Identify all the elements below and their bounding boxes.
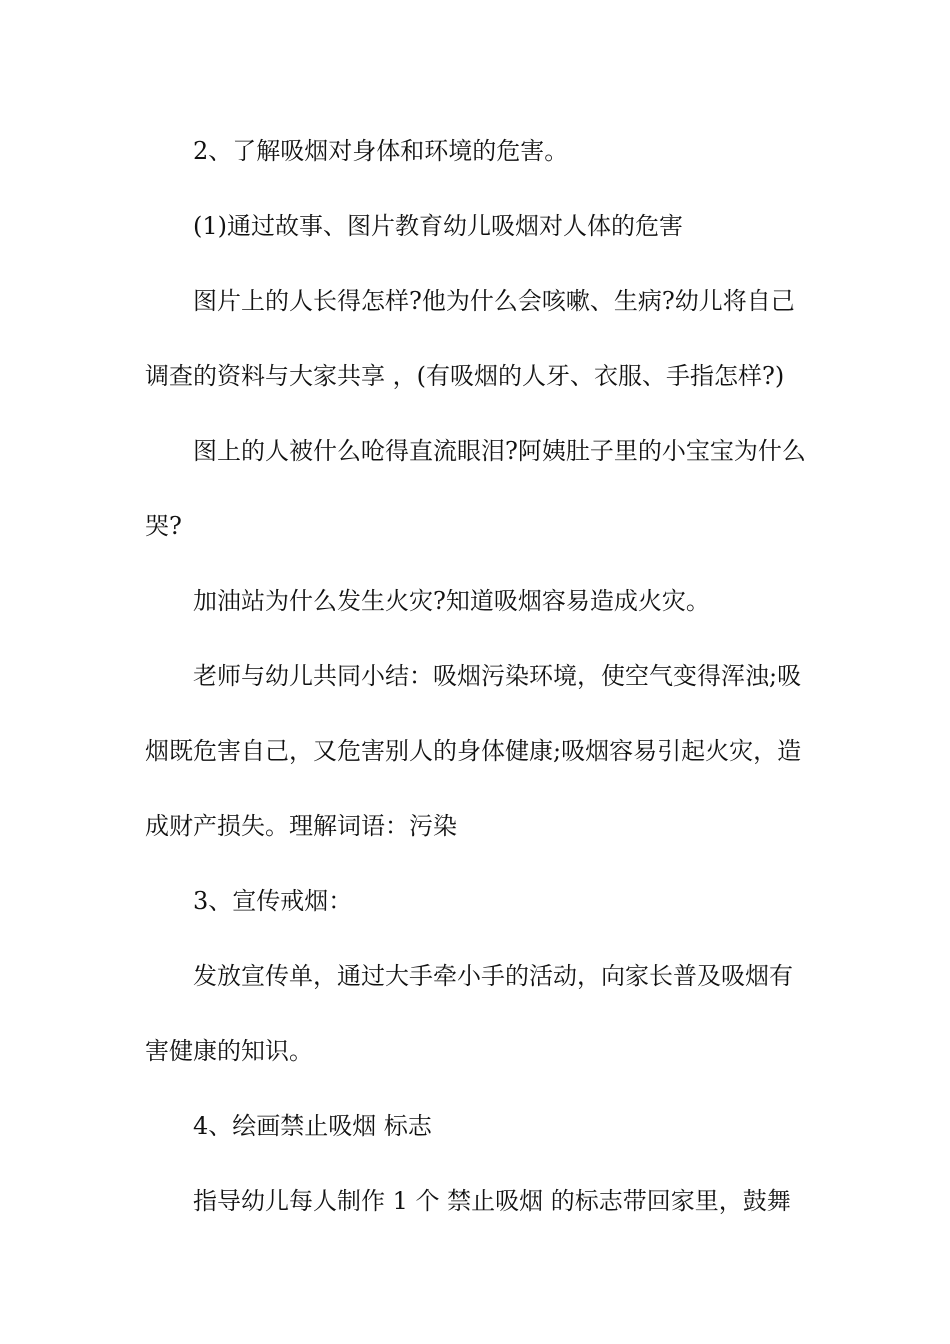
paragraph-line: 加油站为什么发生火灾?知道吸烟容易造成火灾。 (193, 587, 710, 615)
section-heading-4: 4、绘画禁止吸烟 标志 (193, 1112, 432, 1140)
paragraph-line: 烟既危害自己，又危害别人的身体健康;吸烟容易引起火灾，造 (145, 737, 802, 765)
paragraph-line: 哭? (145, 512, 182, 540)
paragraph-line: 图上的人被什么呛得直流眼泪?阿姨肚子里的小宝宝为什么 (193, 437, 806, 465)
paragraph-line: 成财产损失。理解词语：污染 (145, 812, 457, 840)
section-heading-3: 3、宣传戒烟： (193, 887, 353, 915)
paragraph-line: 指导幼儿每人制作 1 个 禁止吸烟 的标志带回家里，鼓舞 (193, 1187, 791, 1215)
paragraph-line: 调查的资料与大家共享 ，(有吸烟的人牙、衣服、手指怎样?) (145, 362, 785, 390)
paragraph-line: 图片上的人长得怎样?他为什么会咳嗽、生病?幼儿将自己 (193, 287, 795, 315)
paragraph-line: 发放宣传单，通过大手牵小手的活动，向家长普及吸烟有 (193, 962, 793, 990)
paragraph-line: 老师与幼儿共同小结：吸烟污染环境，使空气变得浑浊;吸 (193, 662, 802, 690)
subsection-heading-1: (1)通过故事、图片教育幼儿吸烟对人体的危害 (193, 212, 683, 240)
section-heading-2: 2、了解吸烟对身体和环境的危害。 (193, 137, 569, 165)
paragraph-line: 害健康的知识。 (145, 1037, 313, 1065)
